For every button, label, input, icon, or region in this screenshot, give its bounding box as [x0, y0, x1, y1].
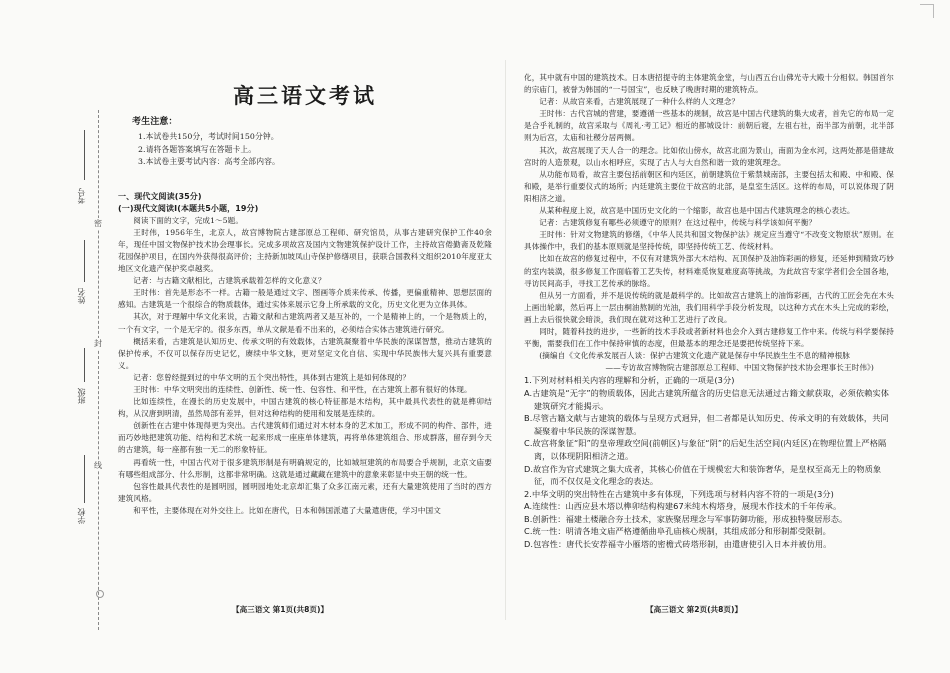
binding-field-name: 姓名 — [77, 288, 86, 304]
binding-mark-mi: 密 — [91, 218, 105, 229]
notice-item: 1.本试卷共150分，考试时间150分钟。 — [138, 132, 279, 142]
page-2 — [524, 72, 894, 551]
passage-paragraph: 王时伟，1956年生，北京人，故宫博物院古建部原总工程师、研究馆员，从事古建研究保护工作40余年，现任中国文物保护技术协会理事长。完成多项故宫及国内文物建筑保护设计工作，主持故宫倦勤斋及乾隆花园保护项目，在国内外获得很高评价；主持新加坡凤山寺保护修缮项目，获联合国教科文组织2010年度亚太地区文化遗产保护奖卓越奖。 — [118, 227, 492, 274]
binding-field-school: 学校 — [77, 508, 86, 524]
passage-paragraph: 概括来看，古建筑是认知历史、传承文明的有效载体，古建筑凝聚着中华民族的深谋智慧，推动古建筑的保护传承，不仅可以保存历史记忆，赓续中华文脉，更对坚定文化自信、实现中华民族伟大复兴具有重要意义。 — [118, 336, 492, 370]
binding-margin — [70, 110, 114, 630]
binding-mark-feng: 封 — [91, 338, 105, 349]
passage-paragraph: 比如连续性，在漫长的历史发展中，中国古建筑的核心特征都是木结构，其中最具代表性的就是榫卯结构，从汉唐到明清，虽然局部有差异，但对这种结构的使用和发展是连续的。 — [118, 397, 492, 419]
center-fold-line — [505, 60, 506, 620]
passage-source: (摘编自《文化传承发展百人谈：保护古建筑文化遗产就是保存中华民族生生不息的精神根脉 — [539, 351, 850, 361]
notice-heading: 考生注意： — [132, 117, 178, 128]
passage-paragraph: 王时伟：首先是形态不一样。古籍一般是通过文字、图画等介质来传承、传播，更偏重精神、思想层面的感知。古建筑是一个很综合的物质载体，通过实体来展示它身上所承载的文化，历史文化更为立体具体。 — [118, 288, 492, 310]
passage-paragraph: 王时伟：古代宫城的营建，要遵循一些基本的规制，故宫是中国古代建筑的集大成者，首先它的布局一定是合乎礼制的，故宫采取与《周礼·考工记》相近的都城设计：前朝后寝，左祖右社，南半部为前朝，北半部则为后宫，太庙和社稷分居两侧。 — [524, 109, 894, 143]
notice-block — [118, 116, 492, 169]
question-2-option-c: C.统一性：明清各地文庙严格遵循曲阜孔庙核心规制，其组成部分和形制都受限制。 — [524, 526, 831, 537]
subsection-heading: (一)现代文阅读Ⅰ(本题共5小题，19分) — [118, 203, 259, 213]
question-2-option-b: B.创新性：福建土楼融合夯土技术，家族聚居理念与军事防御功能，形成独特聚居形态。 — [524, 513, 848, 524]
binding-rule — [84, 240, 85, 282]
page-2-footer: 【高三语文 第2页(共8页)】 — [646, 605, 743, 614]
page-1-footer: 【高三语文 第1页(共8页)】 — [232, 605, 329, 614]
section-heading: 一、现代文阅读(35分) — [118, 191, 202, 201]
binding-dashed-line — [98, 110, 99, 630]
passage-paragraph: 其次，故宫展现了天人合一的理念。比如依山傍水，故宫北面为景山，南面为金水河，这两处都是借建故宫时的人造景观，以山水相呼应，实现了古人与大自然和谐一致的建筑理念。 — [524, 145, 894, 167]
passage-source-subtitle: ——专访故宫博物院古建部原总工程师、中国文物保护技术协会理事长王时伟》) — [605, 363, 874, 373]
exam-title: 高三语文考试 — [233, 84, 377, 108]
corner-crop-mark — [920, 4, 934, 18]
question-2-stem: 2.中华文明的突出特性在古建筑中多有体现，下列选项与材料内容不符的一项是(3分) — [524, 488, 834, 499]
passage-paragraph: 王时伟：针对文物建筑的修缮，《中华人民共和国文物保护法》规定应当遵守“不改变文物原状”原则。在具体操作中，我们的基本原则就是坚持传统，即坚持传统工艺、传统材料。 — [524, 230, 894, 252]
passage-paragraph: 从某种程度上说，故宫是中国历史文化的一个缩影，故宫也是中国古代建筑理念的核心表达。 — [539, 206, 855, 216]
binding-field-exam-number: 考号 — [77, 188, 86, 204]
passage-paragraph: 记者：与古籍文献相比，古建筑承载着怎样的文化意义？ — [133, 276, 326, 286]
passage-paragraph: 再看统一性，中国古代对于很多建筑形制是有明确规定的，比如城垣建筑的布局要合乎规制，北京文庙要有哪些组成部分、什么形制，这都非常明确。这就是通过藏藏在建筑中的意象来彰显中央王朝的统一性。 — [118, 457, 492, 479]
question-2-option-d: D.包容性：唐代长安荐福寺小雁塔的密檐式砖塔形制，由遣唐使引入日本并被仿用。 — [524, 539, 832, 550]
passage-paragraph: 和平性，主要体现在对外交往上。比如在唐代，日本和韩国派遣了大量遣唐使，学习中国文 — [133, 505, 441, 515]
question-1-option-a: A.古建筑是“无字”的物质载体，因此古建筑所蕴含的历史信息无法通过古籍文献获取，必须依赖实体建筑研究才能揭示。 — [524, 387, 890, 411]
passage-paragraph: 化，其中就有中国的建筑技术。日本唐招提寺的主体建筑金堂，与山西五台山佛光寺大殿十分相似。韩国首尔的宗庙门，被誉为韩国的“一号国宝”，也反映了晚唐时期的建筑特点。 — [524, 73, 894, 95]
passage-paragraph: 记者：从故宫来看，古建筑展现了一种什么样的人文理念？ — [539, 97, 740, 107]
notice-item: 2.请将各题答案填写在答题卡上。 — [138, 144, 257, 154]
binding-rule — [84, 455, 85, 503]
question-1-option-d: D.故宫作为官式建筑之集大成者，其核心价值在于规模宏大和装饰奢华，是皇权至高无上的物质象征，而不仅仅是文化理念的表达。 — [524, 463, 882, 487]
binding-field-class: 班级 — [77, 388, 86, 404]
notice-item: 3.本试卷主要考试内容：高考全部内容。 — [138, 157, 280, 167]
question-1-option-c: C.故宫将象征“阳”的皇帝理政空间(前朝区)与象征“阴”的后妃生活空间(内廷区)在物理位置上严格隔离，以体现阴阳相济之道。 — [524, 438, 887, 461]
passage-paragraph: 但从另一方面看，并不是说传统的就是最科学的。比如故宫古建筑上的油饰彩画，古代的工匠会先在木头上画出轮廓，然后再上一层由桐油熬制的光油，我们用科学手段分析发现，以这种方式在木头上完成的彩绘，画上去后很快就会暗淡，我们现在就对这种工艺进行了改良。 — [524, 290, 894, 324]
binding-mark-xian: 线 — [91, 460, 105, 471]
reading-instruction: 阅读下面的文字，完成1～5题。 — [133, 215, 244, 225]
passage-paragraph: 比如在故宫的修复过程中，不仅有对建筑外部大木结构、瓦顶保护及油饰彩画的修复，还延伸到精致巧妙的室内装潢，很多修复工作面临着工艺失传，材料难觅恢复难度高等挑战，为此故宫专家学者们会全国各地，寻访民间高手，寻找工艺传承的脉络。 — [524, 254, 894, 288]
binding-hole — [96, 590, 104, 598]
binding-rule — [84, 348, 85, 382]
question-2-option-a: A.连续性：山西应县木塔以榫卯结构构建67米纯木构塔身，展现木作技术的千年传承。 — [524, 501, 842, 512]
passage-paragraph: 创新性在古建中体现得更为突出。古代建筑师们通过对木材本身的艺术加工，形成不同的构件、部件，进而巧妙地把建筑功能、结构和艺术统一起来形成一座座单体建筑，再将单体建筑组合、形成群落，留存到今天的古建筑，每一座都有独一无二的形象特征。 — [118, 421, 492, 455]
passage-paragraph: 记者：您曾经提到过的中华文明的五个突出特性，具体到古建筑上是如何体现的？ — [133, 372, 411, 382]
page-1 — [118, 72, 492, 517]
question-1-stem: 1.下列对材料相关内容的理解和分析，正确的一项是(3分) — [524, 375, 735, 386]
passage-paragraph: 从功能布局看，故宫主要包括前朝区和内廷区，前朝建筑位于紫禁城南部，主要包括太和殿、中和殿、保和殿，是举行重要仪式的场所；内廷建筑主要位于故宫的北部，是皇室生活区。这样的布局，可以说体现了阴阳相济之道。 — [524, 169, 894, 203]
passage-paragraph: 包容性最具代表性的是圆明园，圆明园地处北京却汇集了众多江南元素，还有大量建筑使用了当时的西方建筑风格。 — [118, 481, 492, 503]
passage-paragraph: 王时伟：中华文明突出的连续性、创新性、统一性、包容性、和平性，在古建筑上都有很好的体现。 — [133, 385, 472, 394]
binding-rule — [84, 130, 85, 180]
passage-paragraph: 其次，对于理解中华文化来说，古籍文献和古建筑两者又是互补的，一个是精神上的，一个是物质上的，一个有文字，一个是无字的。很多东西，单从文献是看不出来的，必须结合实体古建筑进行研究。 — [118, 312, 492, 334]
passage-paragraph: 同时，随着科技的进步，一些新的技术手段或者新材料也会介入到古建修复工作中来。传统与科学要保持平衡，需要我们在工作中保持审慎的态度，但最基本的理念还是要把传统坚持下来。 — [524, 326, 894, 349]
question-1-option-b: B.尽管古籍文献与古建筑的载体与呈现方式迥异，但二者都是认知历史、传承文明的有效载体，共同凝聚着中华民族的深谋智慧。 — [524, 413, 889, 436]
passage-paragraph: 记者：古建筑修复有哪些必须遵守的原则？在这过程中，传统与科学该如何平衡？ — [539, 218, 817, 228]
